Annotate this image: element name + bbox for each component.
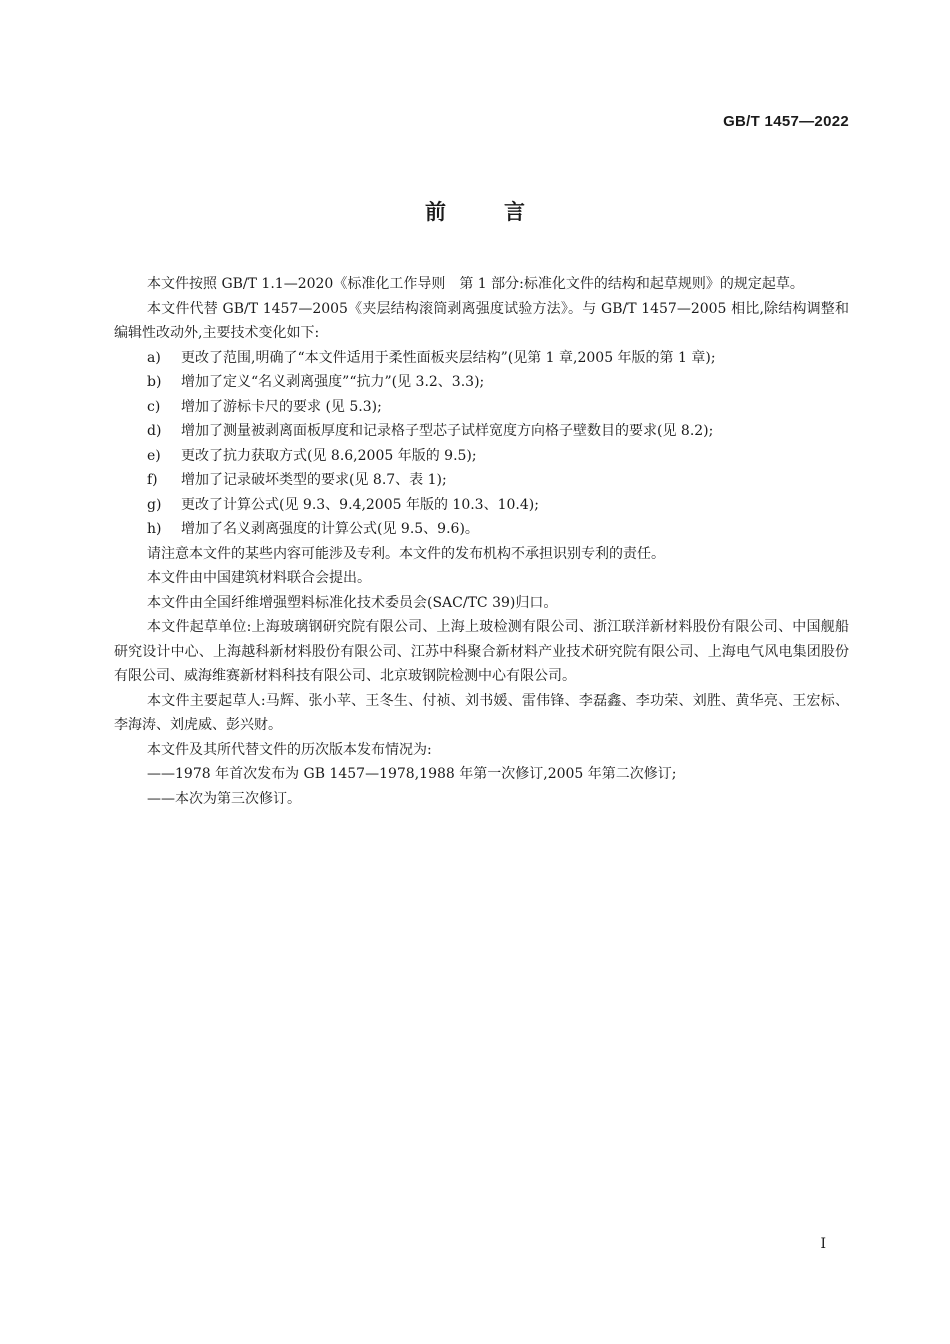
history-item: ——本次为第三次修订。 [147, 790, 301, 807]
paragraph-jurisdiction: 本文件由全国纤维增强塑料标准化技术委员会(SAC/TC 39)归口。 [147, 594, 558, 611]
list-item-text: 增加了记录破坏类型的要求(见 8.7、表 1); [181, 472, 447, 488]
list-item-text: 更改了计算公式(见 9.3、9.4,2005 年版的 10.3、10.4); [181, 496, 539, 513]
paragraph-replacement: 本文件代替 GB/T 1457—2005《夹层结构滚筒剥离强度试验方法》。与 GB/T 1457—2005 相比,除结构调整和编辑性改动外,主要技术变化如下: [114, 300, 849, 341]
page-title: 前言 [425, 200, 583, 224]
list-item [114, 419, 849, 444]
paragraph-drafters: 本文件主要起草人:马辉、张小苹、王冬生、付祯、刘书媛、雷伟锋、李磊鑫、李功荣、刘胜、黄华亮、王宏标、李海涛、刘虎威、彭兴财。 [114, 692, 849, 733]
paragraph-proposed-by: 本文件由中国建筑材料联合会提出。 [147, 570, 371, 586]
changes-list [114, 346, 849, 542]
list-item [114, 517, 849, 542]
list-item [114, 493, 849, 518]
paragraph-history-intro: 本文件及其所代替文件的历次版本发布情况为: [147, 741, 432, 758]
list-item [114, 370, 849, 395]
list-item-text: 更改了抗力获取方式(见 8.6,2005 年版的 9.5); [181, 447, 477, 464]
list-marker: e) [147, 447, 161, 464]
list-item [114, 346, 849, 371]
list-marker: c) [147, 398, 161, 415]
list-marker: g) [147, 496, 162, 513]
list-item-text: 增加了游标卡尺的要求 (见 5.3); [181, 398, 382, 415]
paragraph-drafting-units: 本文件起草单位:上海玻璃钢研究院有限公司、上海上玻检测有限公司、浙江联洋新材料股份有限公司、中国舰船研究设计中心、上海越科新材料股份有限公司、江苏中科聚合新材料产业技术研究院有限公司、上海电气风电集团股份有限公司、威海维赛新材料科技有限公司、北京玻钢院检测中心有限公司。 [114, 619, 849, 684]
paragraph-patent-notice: 请注意本文件的某些内容可能涉及专利。本文件的发布机构不承担识别专利的责任。 [147, 545, 665, 562]
paragraph-drafting-rules: 本文件按照 GB/T 1.1—2020《标准化工作导则 第 1 部分:标准化文件的结构和起草规则》的规定起草。 [147, 276, 804, 292]
list-item [114, 395, 849, 420]
list-marker: d) [147, 423, 162, 439]
page-number: I [820, 1236, 826, 1252]
list-marker: h) [147, 521, 162, 537]
foreword-body [114, 272, 849, 811]
list-marker: f) [147, 472, 158, 488]
list-marker: b) [147, 374, 162, 390]
list-item-text: 增加了测量被剥离面板厚度和记录格子型芯子试样宽度方向格子壁数目的要求(见 8.2); [181, 423, 714, 439]
history-item: ——1978 年首次发布为 GB 1457—1978,1988 年第一次修订,2005 年第二次修订; [147, 766, 677, 782]
standard-number: GB/T 1457—2022 [723, 113, 849, 130]
list-item-text: 增加了名义剥离强度的计算公式(见 9.5、9.6)。 [181, 521, 479, 537]
list-item [114, 444, 849, 469]
list-item-text: 更改了范围,明确了“本文件适用于柔性面板夹层结构”(见第 1 章,2005 年版的第 1 章); [181, 349, 716, 366]
list-marker: a) [147, 349, 161, 366]
list-item [114, 468, 849, 493]
list-item-text: 增加了定义“名义剥离强度”“抗力”(见 3.2、3.3); [181, 374, 485, 390]
